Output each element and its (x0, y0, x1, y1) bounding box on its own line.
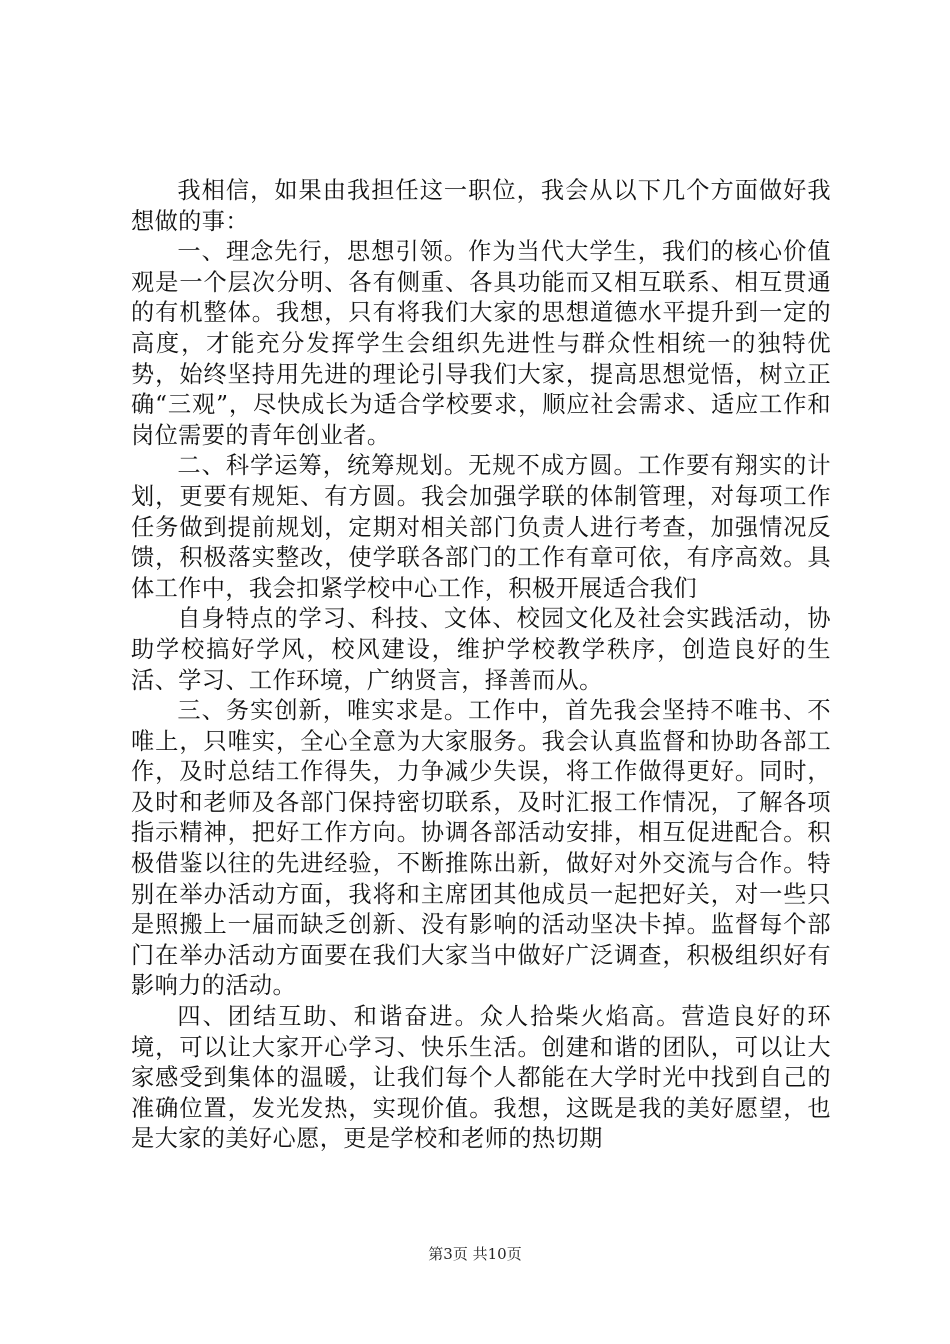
paragraph-point-three: 三、务实创新，唯实求是。工作中，首先我会坚持不唯书、不唯上，只唯实，全心全意为大家服务。我会认真监督和协助各部工作，及时总结工作得失，力争减少失误，将工作做得更好。同时，及时和老师及各部门保持密切联系，及时汇报工作情况，了解各项指示精神，把好工作方向。协调各部活动安排，相互促进配合。积极借鉴以往的先进经验，不断推陈出新，做好对外交流与合作。特别在举办活动方面，我将和主席团其他成员一起把好关，对一些只是照搬上一届而缺乏创新、没有影响的活动坚决卡掉。监督每个部门在举办活动方面要在我们大家当中做好广泛调查，积极组织好有影响力的活动。 (131, 697, 831, 1000)
paragraph-point-four: 四、团结互助、和谐奋进。众人拾柴火焰高。营造良好的环境，可以让大家开心学习、快乐生活。创建和谐的团队，可以让大家感受到集体的温暖，让我们每个人都能在大学时光中找到自己的准确位置，发光发热，实现价值。我想，这既是我的美好愿望，也是大家的美好心愿，更是学校和老师的热切期 (131, 1003, 831, 1153)
paragraph-point-two-continued: 自身特点的学习、科技、文体、校园文化及社会实践活动，协助学校搞好学风，校风建设，维护学校教学秩序，创造良好的生活、学习、工作环境，广纳贤言，择善而从。 (131, 605, 831, 694)
paragraph-point-two: 二、科学运筹，统筹规划。无规不成方圆。工作要有翔实的计划，更要有规矩、有方圆。我会加强学联的体制管理，对每项工作任务做到提前规划，定期对相关部门负责人进行考查，加强情况反馈，积极落实整改，使学联各部门的工作有章可依，有序高效。具体工作中，我会扣紧学校中心工作，积极开展适合我们 (131, 452, 831, 602)
page-footer: 第3页 共10页 (428, 1245, 522, 1263)
paragraph-point-one: 一、理念先行，思想引领。作为当代大学生，我们的核心价值观是一个层次分明、各有侧重、各具功能而又相互联系、相互贯通的有机整体。我想，只有将我们大家的思想道德水平提升到一定的高度，才能充分发挥学生会组织先进性与群众性相统一的独特优势，始终坚持用先进的理论引导我们大家，提高思想觉悟，树立正确“三观”，尽快成长为适合学校要求，顺应社会需求、适应工作和岗位需要的青年创业者。 (131, 238, 831, 449)
paragraph-intro: 我相信，如果由我担任这一职位，我会从以下几个方面做好我想做的事： (131, 177, 831, 235)
document-body (131, 176, 831, 1155)
